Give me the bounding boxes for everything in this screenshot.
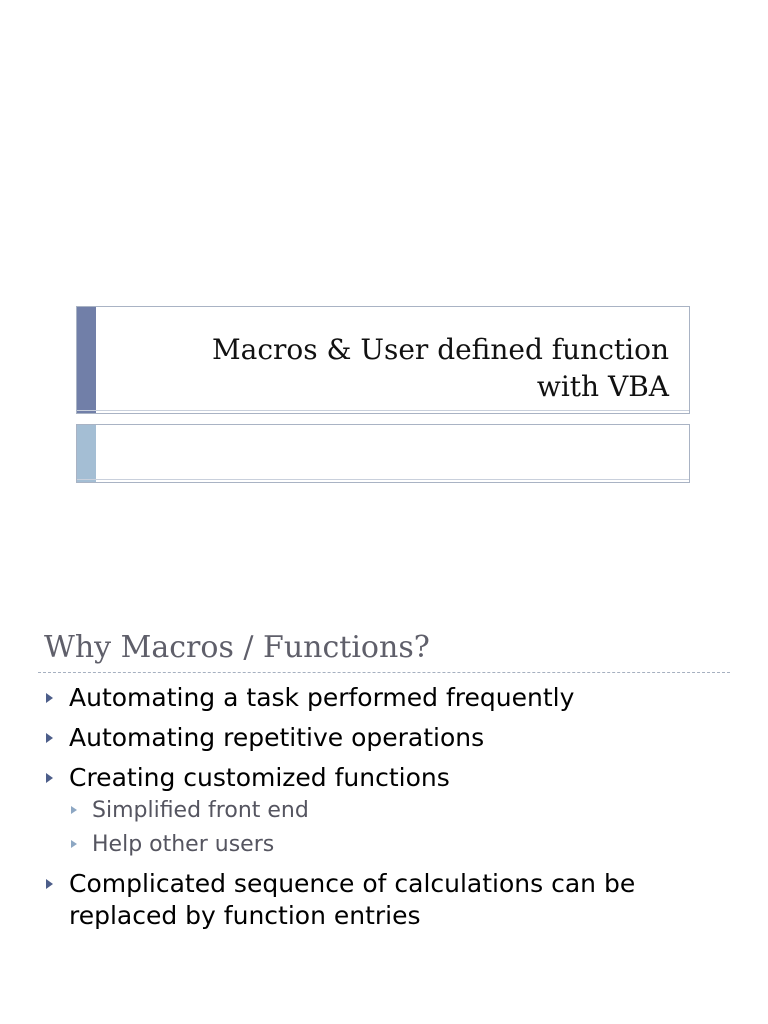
bullet-item xyxy=(44,682,724,714)
sub-bullet-text: Help other users xyxy=(92,832,275,857)
sub-bullet-arrow-icon xyxy=(71,806,77,814)
bullet-text-line-1: Complicated sequence of calculations can be xyxy=(69,869,636,898)
bullet-text: Creating customized functions xyxy=(69,763,450,792)
title-accent-bar xyxy=(77,307,96,413)
bullet-arrow-icon xyxy=(46,879,53,889)
sub-bullet-arrow-icon xyxy=(71,840,77,848)
bullet-text-line-2: replaced by function entries xyxy=(69,901,421,930)
bullet-text: Automating a task performed frequently xyxy=(69,683,575,712)
content-heading: Why Macros / Functions? xyxy=(44,630,430,665)
subtitle-box xyxy=(76,424,690,483)
bullet-item xyxy=(44,762,724,794)
sub-bullet-text: Simplified front end xyxy=(92,798,309,823)
bullet-arrow-icon xyxy=(46,733,53,743)
sub-bullet-list xyxy=(44,794,724,862)
sub-bullet-item xyxy=(44,828,724,862)
bullet-arrow-icon xyxy=(46,773,53,783)
bullet-text: Automating repetitive operations xyxy=(69,723,485,752)
heading-divider xyxy=(38,672,730,673)
bullet-item xyxy=(44,722,724,754)
sub-bullet-group xyxy=(44,794,724,862)
bullet-list xyxy=(44,682,724,940)
sub-bullet-item xyxy=(44,794,724,828)
subtitle-accent-bar xyxy=(77,425,96,482)
title-box xyxy=(76,306,690,414)
bullet-arrow-icon xyxy=(46,693,53,703)
slide-title xyxy=(129,331,669,405)
slide-title-line-1: Macros & User defined function xyxy=(211,333,669,366)
bullet-item xyxy=(44,868,724,932)
slide-title-line-2: with VBA xyxy=(536,370,669,403)
